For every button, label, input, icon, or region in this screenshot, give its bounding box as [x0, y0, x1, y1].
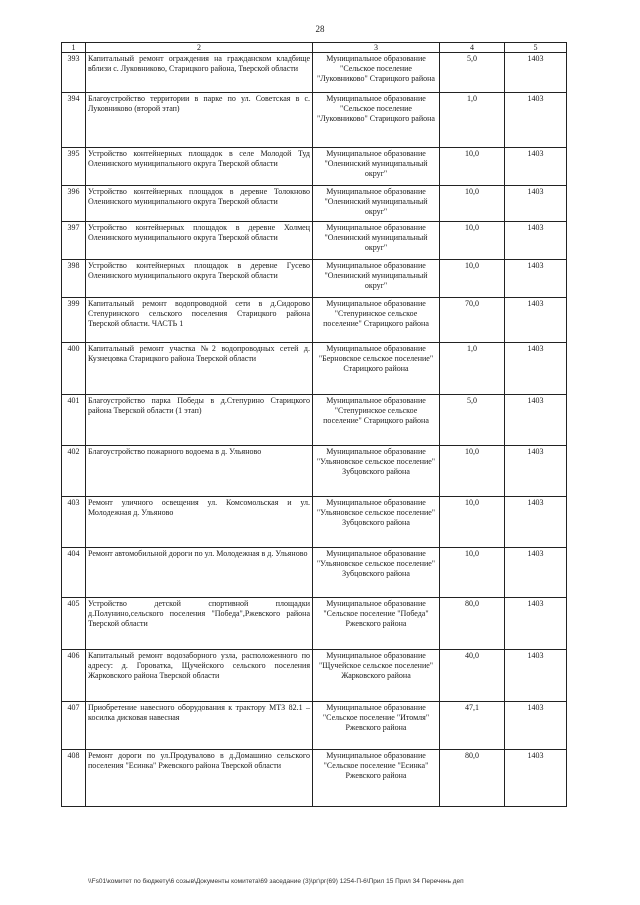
row-organization: Муниципальное образование "Степуринское сельское поселение" Старицкого района [313, 298, 440, 343]
table-row [62, 446, 567, 497]
row-organization: Муниципальное образование "Оленинский муниципальный округ" [313, 222, 440, 260]
row-code: 1403 [505, 446, 567, 497]
row-code: 1403 [505, 93, 567, 148]
row-organization: Муниципальное образование "Степуринское сельское поселение" Старицкого района [313, 395, 440, 446]
table-row [62, 186, 567, 222]
row-code: 1403 [505, 395, 567, 446]
row-object-name: Устройство контейнерных площадок в деревне Гусево Оленинского муниципального округа Тверской области [86, 260, 313, 298]
row-number: 405 [62, 598, 86, 650]
row-organization: Муниципальное образование "Сельское поселение "Есинка" Ржевского района [313, 750, 440, 807]
row-object-name: Устройство контейнерных площадок в деревне Толокново Оленинского муниципального округа Тверской области [86, 186, 313, 222]
row-amount: 1,0 [440, 93, 505, 148]
table-row [62, 343, 567, 395]
row-amount: 80,0 [440, 750, 505, 807]
row-number: 403 [62, 497, 86, 548]
register-table [61, 42, 567, 807]
row-number: 394 [62, 93, 86, 148]
row-amount: 47,1 [440, 702, 505, 750]
row-object-name: Устройство контейнерных площадок в деревне Холмец Оленинского муниципального округа Тверской области [86, 222, 313, 260]
row-code: 1403 [505, 53, 567, 93]
table-row [62, 702, 567, 750]
row-object-name: Устройство детской спортивной площадки д.Полунино,сельского поселения "Победа",Ржевского района Тверской области [86, 598, 313, 650]
row-code: 1403 [505, 650, 567, 702]
row-object-name: Ремонт дороги по ул.Продувалово в д.Домашино сельского поселения "Есинка" Ржевского района Тверской области [86, 750, 313, 807]
row-object-name: Капитальный ремонт участка №2 водопроводных сетей д. Кузнецовка Старицкого района Тверской области [86, 343, 313, 395]
row-amount: 10,0 [440, 148, 505, 186]
row-number: 397 [62, 222, 86, 260]
column-header-code: 5 [505, 43, 567, 53]
row-code: 1403 [505, 260, 567, 298]
row-organization: Муниципальное образование "Оленинский муниципальный округ" [313, 260, 440, 298]
row-code: 1403 [505, 186, 567, 222]
row-code: 1403 [505, 298, 567, 343]
table-row [62, 298, 567, 343]
row-code: 1403 [505, 702, 567, 750]
row-organization: Муниципальное образование "Берновское сельское поселение" Старицкого района [313, 343, 440, 395]
table-row [62, 222, 567, 260]
table-row [62, 260, 567, 298]
table-row [62, 53, 567, 93]
table-row [62, 93, 567, 148]
row-amount: 10,0 [440, 548, 505, 598]
table-row [62, 750, 567, 807]
row-object-name: Благоустройство парка Победы в д.Степурино Старицкого района Тверской области (1 этап) [86, 395, 313, 446]
row-code: 1403 [505, 497, 567, 548]
row-code: 1403 [505, 750, 567, 807]
column-header-amount: 4 [440, 43, 505, 53]
row-number: 402 [62, 446, 86, 497]
column-header-number: 1 [62, 43, 86, 53]
table-row [62, 598, 567, 650]
row-organization: Муниципальное образование "Оленинский муниципальный округ" [313, 186, 440, 222]
row-amount: 1,0 [440, 343, 505, 395]
row-object-name: Капитальный ремонт ограждения на гражданском кладбище вблизи с. Луковниково, Старицкого района, Тверской области [86, 53, 313, 93]
row-number: 406 [62, 650, 86, 702]
row-organization: Муниципальное образование "Сельское поселение "Итомля" Ржевского района [313, 702, 440, 750]
table-row [62, 395, 567, 446]
table-row [62, 148, 567, 186]
row-object-name: Приобретение навесного оборудования к трактору МТЗ 82.1 – косилка дисковая навесная [86, 702, 313, 750]
row-amount: 80,0 [440, 598, 505, 650]
file-path-footer: \\Fs01\комитет по бюджету\6 созыв\Документы комитета\69 заседание (3)\рг\рг(69) 1254-П-6\Прил 15 Прил 34 Перечень деп [88, 878, 464, 885]
column-header-name: 2 [86, 43, 313, 53]
row-code: 1403 [505, 598, 567, 650]
table-row [62, 548, 567, 598]
row-number: 393 [62, 53, 86, 93]
row-amount: 10,0 [440, 222, 505, 260]
row-amount: 10,0 [440, 497, 505, 548]
row-number: 407 [62, 702, 86, 750]
row-code: 1403 [505, 222, 567, 260]
row-organization: Муниципальное образование "Ульяновское сельское поселение" Зубцовского района [313, 497, 440, 548]
row-object-name: Ремонт уличного освещения ул. Комсомольская и ул. Молодежная д. Ульяново [86, 497, 313, 548]
row-amount: 5,0 [440, 53, 505, 93]
row-organization: Муниципальное образование "Щучейское сельское поселение" Жарковского района [313, 650, 440, 702]
row-object-name: Ремонт автомобильной дороги по ул. Молодежная в д. Ульяново [86, 548, 313, 598]
row-code: 1403 [505, 548, 567, 598]
row-object-name: Капитальный ремонт водозаборного узла, расположенного по адресу: д. Горовaтка, Щучейского сельского поселения Жарковского района Тверской области [86, 650, 313, 702]
row-object-name: Устройство контейнерных площадок в селе Молодой Туд Оленинского муниципального округа Тверской области [86, 148, 313, 186]
row-code: 1403 [505, 343, 567, 395]
row-organization: Муниципальное образование "Ульяновское сельское поселение" Зубцовского района [313, 446, 440, 497]
row-number: 399 [62, 298, 86, 343]
row-object-name: Благоустройство пожарного водоема в д. Ульяново [86, 446, 313, 497]
column-header-organization: 3 [313, 43, 440, 53]
row-amount: 10,0 [440, 446, 505, 497]
row-number: 398 [62, 260, 86, 298]
row-organization: Муниципальное образование "Оленинский муниципальный округ" [313, 148, 440, 186]
row-organization: Муниципальное образование "Ульяновское сельское поселение" Зубцовского района [313, 548, 440, 598]
row-amount: 5,0 [440, 395, 505, 446]
row-number: 396 [62, 186, 86, 222]
header-row [62, 43, 567, 53]
page-number: 28 [315, 24, 325, 34]
table-row [62, 650, 567, 702]
row-organization: Муниципальное образование "Сельское поселение "Победа" Ржевского района [313, 598, 440, 650]
row-organization: Муниципальное образование "Сельское поселение "Луковниково" Старицкого района [313, 93, 440, 148]
row-organization: Муниципальное образование "Сельское поселение "Луковниково" Старицкого района [313, 53, 440, 93]
row-amount: 10,0 [440, 186, 505, 222]
row-number: 404 [62, 548, 86, 598]
row-number: 408 [62, 750, 86, 807]
row-amount: 70,0 [440, 298, 505, 343]
row-number: 401 [62, 395, 86, 446]
row-number: 400 [62, 343, 86, 395]
row-amount: 40,0 [440, 650, 505, 702]
row-code: 1403 [505, 148, 567, 186]
table-row [62, 497, 567, 548]
row-object-name: Благоустройство территории в парке по ул. Советская в с. Луковниково (второй этап) [86, 93, 313, 148]
row-amount: 10,0 [440, 260, 505, 298]
row-object-name: Капитальный ремонт водопроводной сети в д.Сидорово Степуринского сельского поселения Старицкого района Тверской области. ЧАСТЬ 1 [86, 298, 313, 343]
row-number: 395 [62, 148, 86, 186]
